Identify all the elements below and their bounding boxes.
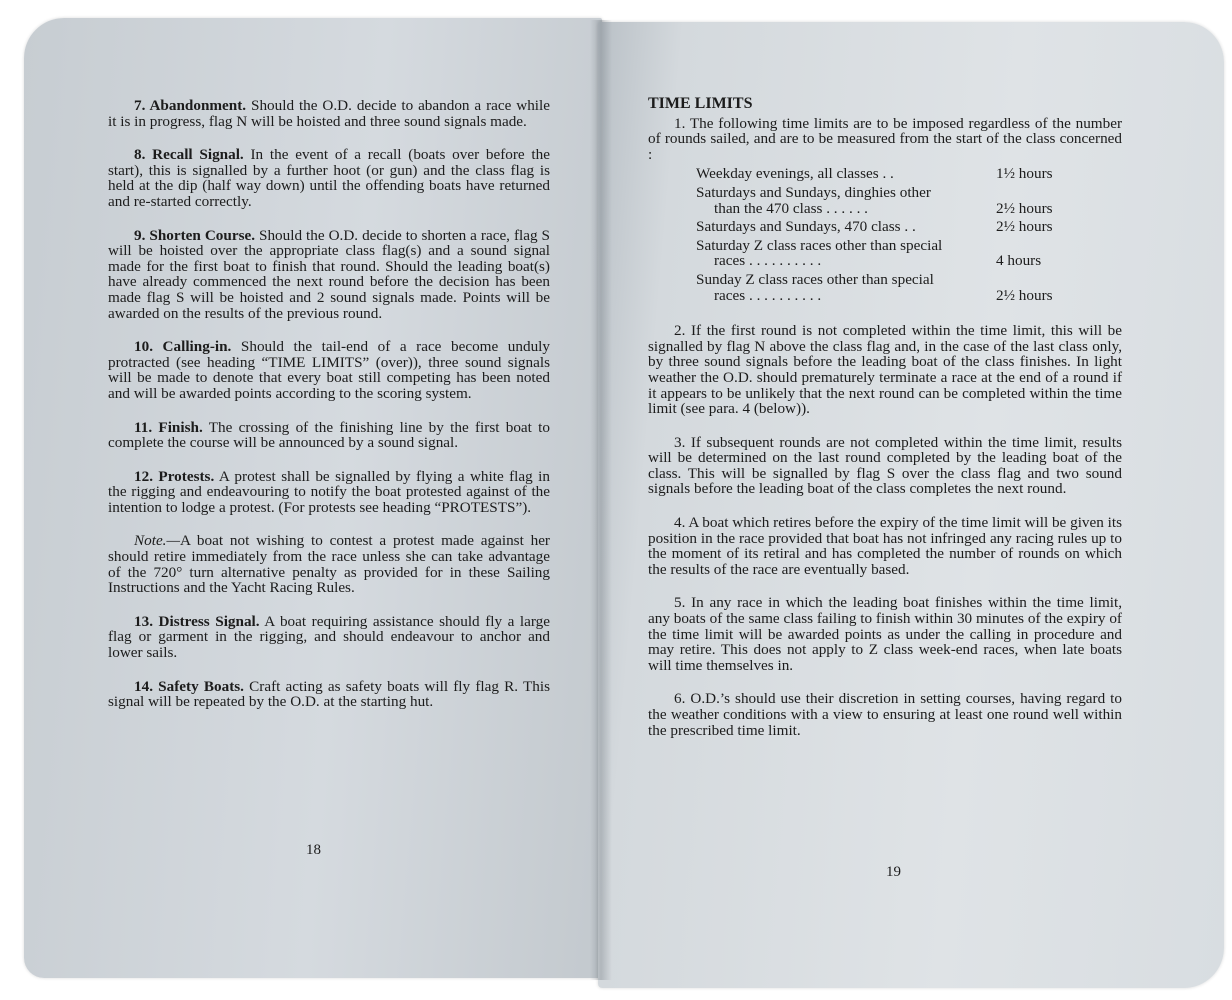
- paragraph-shorten-course: 9. Shorten Course. Should the O.D. decide to shorten a race, flag S will be hoisted over the appropriate class flag(s) and a sound signal made for the first boat to finish that round. Should the leading boat(s) have already commenced the next round before the decision has been made flag S will be hoisted and 2 sound signals made. Points will be awarded on the results of the previous round.: [108, 226, 551, 322]
- time-limit-description: Sunday Z class races other than special: [696, 270, 934, 288]
- time-limits-table: [696, 166, 1072, 303]
- paragraph-note: Note.—A boat not wishing to contest a protest made against her should retire immediately from the race unless she can take advantage of the 720° turn alternative penalty as provided for in these Sailing Instructions and the Yacht Racing Rules.: [108, 532, 550, 597]
- time-limit-value: 4 hours: [996, 252, 1042, 270]
- paragraph-calling-in: 10. Calling-in. Should the tail-end of a race become unduly protracted (see heading “TIME LIMITS” (over)), three sound signals will be made to denote that every boat still competing has been noted and will be awarded points according to the scoring system.: [108, 338, 550, 402]
- left-page-text: [108, 98, 550, 728]
- paragraph-time-limit-2: 2. If the first round is not completed within the time limit, this will be signalled by flag N above the class flag and, in the case of the last class only, by three sound signals before the leading boat of the class finishes. In light weather the O.D. should prematurely terminate a race at the end of a round if it appears to be unlikely that the next round can be completed within the time limit (see para. 4 (below)).: [648, 322, 1122, 418]
- paragraph-time-limit-6: 6. O.D.’s should use their discretion in setting courses, having regard to the weather conditions with a view to ensuring at least one round well within the prescribed time limit.: [648, 690, 1122, 739]
- section-heading: TIME LIMITS: [648, 95, 753, 112]
- time-limit-value: 2½ hours: [996, 286, 1053, 304]
- paragraph-time-limit-3: 3. If subsequent rounds are not completed within the time limit, results will be determined on the last round completed by the leading boat of the class. This will be signalled by flag S over the class flag and two sound signals before the leading boat of the class completes the next round.: [648, 433, 1122, 498]
- time-limit-description: Saturdays and Sundays, dinghies other: [696, 183, 931, 201]
- time-limit-description: Saturdays and Sundays, 470 class . .: [696, 218, 916, 236]
- right-page-text: [648, 96, 1122, 756]
- time-limit-row: Sunday Z class races other than special races . . . . . . . . . . 2½ hours: [696, 272, 1072, 303]
- paragraph-abandonment: 7. Abandonment. Should the O.D. decide to abandon a race while it is in progress, flag N will be hoisted and three sound signals made.: [108, 97, 550, 130]
- time-limit-row: [696, 219, 1072, 235]
- time-limit-value: 2½ hours: [996, 199, 1053, 217]
- time-limit-value: 1½ hours: [996, 165, 1053, 183]
- paragraph-recall-signal: 8. Recall Signal. In the event of a recall (boats over before the start), this is signalled by a further hoot (or gun) and the class flag is held at the dip (half way down) until the offending boats have returned and re-started correctly.: [108, 146, 550, 210]
- time-limit-row: Saturdays and Sundays, dinghies other than the 470 class . . . . . . 2½ hours: [696, 185, 1072, 216]
- time-limit-description: Weekday evenings, all classes . .: [696, 165, 894, 183]
- time-limit-row: Saturday Z class races other than special races . . . . . . . . . . 4 hours: [696, 238, 1072, 269]
- paragraph-safety-boats: 14. Safety Boats. Craft acting as safety boats will fly flag R. This signal will be repeated by the O.D. at the starting hut.: [108, 677, 550, 711]
- page-number-left: 18: [306, 842, 321, 858]
- paragraph-time-limit-5: 5. In any race in which the leading boat finishes within the time limit, any boats of the same class failing to finish within 30 minutes of the expiry of the time limit will be awarded points as under the calling in procedure and may retire. This does not apply to Z class week-end races, when late boats will time themselves in.: [648, 594, 1122, 674]
- time-limit-row: [696, 166, 1072, 182]
- page-number-right: 19: [886, 864, 901, 880]
- time-limit-value: 2½ hours: [996, 218, 1053, 236]
- time-limit-description: Saturday Z class races other than special: [696, 236, 943, 254]
- paragraph-intro: 1. The following time limits are to be imposed regardless of the number of rounds sailed, and are to be measured from the start of the class concerned :: [648, 114, 1122, 163]
- paragraph-finish: 11. Finish. The crossing of the finishing line by the first boat to complete the course will be announced by a sound signal.: [108, 418, 550, 452]
- paragraph-distress-signal: 13. Distress Signal. A boat requiring assistance should fly a large flag or garment in the rigging, and should endeavour to anchor and lower sails.: [108, 612, 550, 662]
- paragraph-time-limit-4: 4. A boat which retires before the expiry of the time limit will be given its position in the race provided that boat has not infringed any racing rules up to the moment of its retiral and has completed the number of rounds on which the results of the race are eventually based.: [648, 514, 1122, 578]
- book-gutter: [590, 20, 612, 980]
- paragraph-protests: 12. Protests. A protest shall be signalled by flying a white flag in the rigging and endeavouring to notify the boat protested against of the intention to lodge a protest. (For protests see heading “PROTESTS”).: [108, 467, 550, 516]
